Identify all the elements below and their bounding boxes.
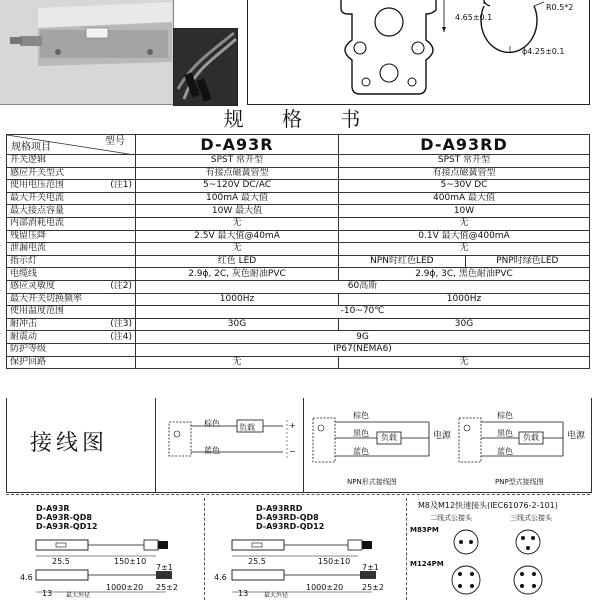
pnp-caption: PNP型式接线图 [495,478,544,486]
spec-label-cell [7,331,136,344]
wiring-title: 接线图 [30,431,109,456]
header-model: 型号 [105,136,125,147]
spec-value-rd: 10W [339,205,590,218]
m124-label: M124PM [410,560,444,568]
spec-label: 使用电压范围 [10,180,65,191]
npn-brown-label: 棕色 [353,411,369,420]
left-dim-150: 150±10 [114,557,147,566]
spec-value-rd: 5~30V DC [339,180,590,193]
pnp-blue-label: 蓝色 [497,447,513,456]
spec-label-cell [7,255,136,268]
left-dim-1000: 1000±20 [106,583,144,592]
spec-value-rd-pnp: PNP时绿色LED [465,255,589,268]
table-row [7,343,590,356]
spec-label: 保护回路 [10,356,47,367]
minus-label: − [289,447,296,456]
m83-label: M83PM [410,526,439,534]
load-label: 负载 [239,423,255,432]
spec-value-rd: 有接点磁簧管型 [339,167,590,180]
table-row [7,268,590,281]
spec-label: 耐震动 [10,331,38,342]
spec-value-r: 无 [136,356,339,369]
dimension-drawing [247,0,590,105]
spec-label: 开关逻辑 [10,155,47,166]
pnp-load-label: 负载 [523,433,539,442]
spec-value-r: 无 [136,243,339,256]
npn-black-label: 黑色 [353,429,369,438]
mid-dim-150: 150±10 [318,557,351,566]
spec-label-cell [7,306,136,319]
spec-value-r: 2.5V 最大值@40mA [136,230,339,243]
left-dim-25: 25±2 [156,583,178,592]
spec-label-cell [7,268,136,281]
dim-height-label: 4.65±0.1 [455,13,493,22]
spec-label-cell [7,293,136,306]
mid-dim-255: 25.5 [248,557,266,566]
mid-model-3: D-A93RD-QD12 [256,522,325,531]
spec-value-rd-npn: NPN时红色LED [339,255,466,268]
table-row [7,180,590,193]
table-row [7,167,590,180]
spec-value-rd: SPST 常开型 [339,155,590,168]
table-row [7,318,590,331]
spec-label: 最大接点容量 [10,205,65,216]
table-row [7,255,590,268]
spec-label: 防护等级 [10,344,47,355]
spec-label-cell [7,318,136,331]
spec-label: 电缆线 [10,268,38,279]
dim-diameter-label: ɸ4.25±0.1 [522,47,565,56]
pnp-black-label: 黑色 [497,429,513,438]
table-row [7,230,590,243]
left-dim-13: 13 [42,589,53,598]
table-row [7,155,590,168]
npn-power-label: 电源 [433,431,452,441]
mid-model-1: D-A93RRD [256,504,303,513]
spec-label-cell [7,155,136,168]
mid-dim-46: 4.6 [214,573,227,582]
mid-dim-1000: 1000±20 [306,583,344,592]
spec-label-cell [7,205,136,218]
mid-dim-7: 7±1 [362,563,379,572]
spec-label-cell [7,280,136,293]
header-model-r: D-A93R [136,135,339,155]
pnp-brown-label: 棕色 [497,411,513,420]
npn-caption: NPN形式接线图 [347,478,397,486]
spec-note: (注1) [110,180,132,191]
header-spec-item: 规格项目 [11,142,51,153]
spec-value-rd: 30G [339,318,590,331]
left-model-2: D-A93R-QD8 [36,513,92,522]
table-row [7,306,590,319]
spec-value-merged: 9G [136,331,590,344]
spec-label-cell [7,230,136,243]
left-max-od: 最大外径 [66,592,91,599]
spec-label: 残留压降 [10,230,47,241]
spec-value-r: SPST 常开型 [136,155,339,168]
spec-note: (注2) [110,281,132,292]
table-header-corner [7,135,136,155]
spec-label: 指示灯 [10,256,38,267]
table-row [7,243,590,256]
spec-value-r: 5~120V DC/AC [136,180,339,193]
sensor-photo [173,28,238,106]
spec-value-r: 30G [136,318,339,331]
spec-label-cell [7,343,136,356]
left-dim-7: 7±1 [156,563,173,572]
mid-dim-25: 25±2 [362,583,384,592]
wire-blue-label: 蓝色 [204,446,220,455]
spec-value-r: 有接点磁簧管型 [136,167,339,180]
table-row [7,356,590,369]
spec-label: 泄漏电流 [10,243,47,254]
mid-dim-13: 13 [238,589,249,598]
spec-value-rd: 无 [339,356,590,369]
spec-label: 感应开关型式 [10,167,65,178]
spec-label: 内部消耗电流 [10,218,65,229]
spec-note: (注3) [110,319,132,330]
header-model-rd: D-A93RD [339,135,590,155]
table-row [7,192,590,205]
spec-label: 最大开关切换频率 [10,293,83,304]
left-model-3: D-A93R-QD12 [36,522,98,531]
spec-label-cell [7,243,136,256]
spec-label: 最大开关电流 [10,193,65,204]
mid-model-2: D-A93RD-QD8 [256,513,319,522]
spec-value-rd: 1000Hz [339,293,590,306]
dim-radius-label: R0.5*2 [546,3,574,12]
spec-value-rd: 400mA 最大值 [339,192,590,205]
spec-label-cell [7,217,136,230]
spec-value-r: 10W 最大值 [136,205,339,218]
spec-value-r: 100mA 最大值 [136,192,339,205]
spec-label-cell [7,167,136,180]
page-title: 规 格 书 [223,107,377,131]
spec-table [6,134,590,369]
spec-label: 使用温度范围 [10,306,65,317]
spec-label-cell [7,356,136,369]
table-row [7,205,590,218]
two-wire-label: 二线式公接头 [430,514,472,522]
table-row [7,293,590,306]
spec-value-merged: -10~70℃ [136,306,590,319]
spec-value-r: 红色 LED [136,255,339,268]
table-row [7,217,590,230]
table-row [7,331,590,344]
mid-max-od: 最大外径 [264,592,289,599]
pnp-power-label: 电源 [567,431,586,441]
spec-value-rd: 无 [339,243,590,256]
spec-value-r: 1000Hz [136,293,339,306]
left-model-1: D-A93R [36,504,70,513]
spec-value-merged: IP67(NEMA6) [136,343,590,356]
left-dim-255: 25.5 [52,557,70,566]
three-wire-label: 三线式公接头 [510,514,552,522]
npn-blue-label: 蓝色 [353,447,369,456]
spec-label-cell [7,192,136,205]
spec-value-rd: 2.9ɸ, 3C, 黑色耐油PVC [339,268,590,281]
spec-label-cell [7,180,136,193]
connector-title: M8及M12快速接头(IEC61076-2-101) [418,501,558,510]
plus-label: + [289,421,296,430]
spec-value-r: 无 [136,217,339,230]
spec-value-rd: 无 [339,217,590,230]
table-row [7,280,590,293]
spec-value-r: 2.9ɸ, 2C, 灰色耐油PVC [136,268,339,281]
bottom-section [6,494,590,600]
spec-label: 耐冲击 [10,319,38,330]
spec-note: (注4) [110,331,132,342]
wire-brown-label: 棕色 [204,419,220,428]
left-dim-46: 4.6 [20,573,33,582]
spec-label: 感应灵敏度 [10,281,56,292]
npn-load-label: 负载 [381,433,397,442]
spec-value-merged: 60高斯 [136,280,590,293]
spec-value-rd: 0.1V 最大值@400mA [339,230,590,243]
product-photo [0,0,174,105]
